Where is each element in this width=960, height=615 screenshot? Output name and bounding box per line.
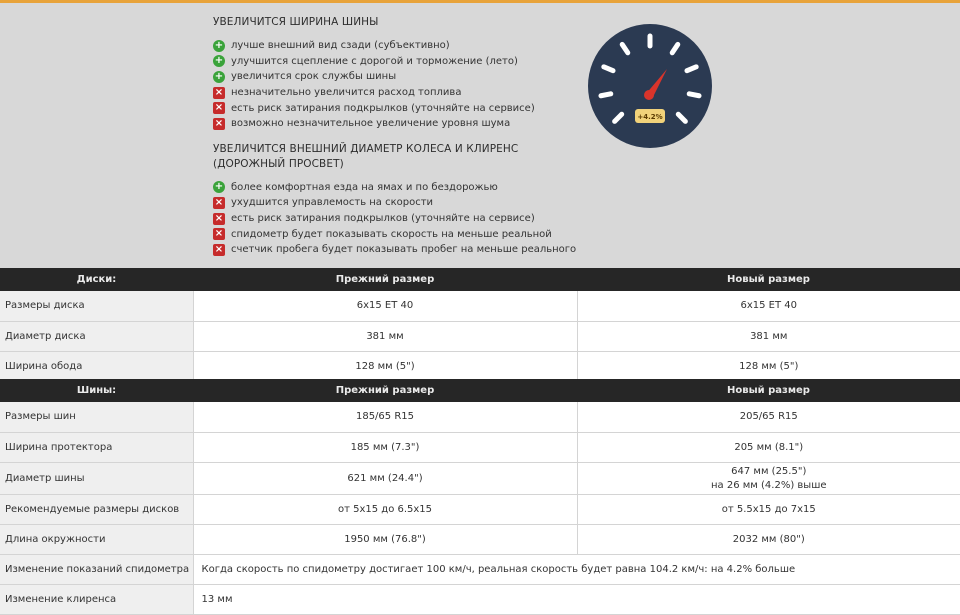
effect-text: более комфортная езда на ямах и по бездорожью (231, 181, 498, 193)
new-value: 2032 мм (80") (577, 524, 960, 554)
plus-icon: + (214, 70, 224, 82)
rims-header-row (0, 268, 960, 291)
tires-table (0, 379, 960, 615)
cross-icon: × (214, 212, 224, 224)
speedometer-gauge-icon (587, 23, 713, 149)
effect-item (213, 69, 593, 85)
row-label: Размеры шин (0, 402, 193, 432)
new-value: от 5.5x15 до 7x15 (577, 494, 960, 524)
effect-item (213, 195, 593, 211)
gauge-tick (601, 94, 611, 96)
tire-effects-panel (0, 0, 960, 268)
effect-text: есть риск затирания подкрылков (уточняйте на сервисе) (231, 102, 535, 114)
cross-icon: × (214, 196, 224, 208)
old-value: 621 мм (24.4") (193, 462, 577, 494)
cross-icon: × (214, 243, 224, 255)
new-value-line1: 647 мм (25.5") (731, 465, 807, 477)
effect-item (213, 242, 593, 258)
new-value: 205 мм (8.1") (577, 432, 960, 462)
new-value: 6x15 ET 40 (577, 291, 960, 321)
speedometer-text: Когда скорость по спидометру достигает 100 км/ч, реальная скорость будет равна 104.2 км/ч: на 4.2% больше (193, 554, 960, 584)
effect-text: спидометр будет показывать скорость на меньше реальной (231, 228, 552, 240)
tires-header-row (0, 379, 960, 402)
table-row (0, 494, 960, 524)
diameter-title-line1: УВЕЛИЧИТСЯ ВНЕШНИЙ ДИАМЕТР КОЛЕСА И КЛИРЕНС (213, 142, 519, 155)
effect-text: ухудшится управлемость на скорости (231, 197, 434, 209)
new-value: 128 мм (5") (577, 351, 960, 381)
table-row (0, 462, 960, 494)
plus-icon: + (214, 55, 224, 67)
table-row (0, 321, 960, 351)
gauge-tick (689, 94, 699, 96)
effect-item (213, 180, 593, 196)
gauge-tick (687, 67, 696, 71)
effects-column (213, 15, 593, 258)
old-value: 381 мм (193, 321, 577, 351)
clearance-text: 13 мм (193, 584, 960, 614)
row-label: Диаметр диска (0, 321, 193, 351)
rims-header-old: Прежний размер (193, 268, 577, 291)
new-value: 205/65 R15 (577, 402, 960, 432)
rims-header-label: Диски: (0, 268, 193, 291)
new-value-line2: на 26 мм (4.2%) выше (711, 479, 827, 491)
effect-item (213, 226, 593, 242)
table-row (0, 554, 960, 584)
old-value: 128 мм (5") (193, 351, 577, 381)
diameter-title-line2: (ДОРОЖНЫЙ ПРОСВЕТ) (213, 157, 344, 170)
effect-item (213, 100, 593, 116)
old-value: 1950 мм (76.8") (193, 524, 577, 554)
diameter-effects-title (213, 142, 593, 172)
effect-text: увеличится срок службы шины (231, 71, 397, 83)
row-label: Ширина обода (0, 351, 193, 381)
cross-icon: × (214, 102, 224, 114)
gauge-badge-text: +4.2% (637, 113, 663, 121)
tires-header-label: Шины: (0, 379, 193, 402)
cross-icon: × (214, 228, 224, 240)
effect-text: незначительно увеличится расход топлива (231, 87, 462, 99)
effect-text: улучшится сцепление с дорогой и торможение (лето) (231, 55, 518, 67)
clearance-label: Изменение клиренса (0, 584, 193, 614)
table-row (0, 291, 960, 321)
effect-text: есть риск затирания подкрылков (уточняйте на сервисе) (231, 213, 535, 225)
width-effects-title: УВЕЛИЧИТСЯ ШИРИНА ШИНЫ (213, 16, 379, 28)
speedometer-label: Изменение показаний спидометра (0, 554, 193, 584)
old-value: 6x15 ET 40 (193, 291, 577, 321)
effect-text: счетчик пробега будет показывать пробег на меньше реального (231, 244, 577, 256)
tires-header-new: Новый размер (577, 379, 960, 402)
cross-icon: × (214, 117, 224, 129)
old-value: 185 мм (7.3") (193, 432, 577, 462)
row-label: Ширина протектора (0, 432, 193, 462)
table-row (0, 584, 960, 614)
row-label: Диаметр шины (0, 462, 193, 494)
effect-text: возможно незначительное увеличение уровня шума (231, 118, 511, 130)
old-value: 185/65 R15 (193, 402, 577, 432)
cross-icon: × (214, 86, 224, 98)
table-row (0, 351, 960, 381)
rims-table (0, 268, 960, 382)
effect-item (213, 211, 593, 227)
effect-text: лучше внешний вид сзади (субъективно) (231, 40, 450, 52)
table-row (0, 432, 960, 462)
effect-item (213, 38, 593, 54)
table-row (0, 402, 960, 432)
tires-header-old: Прежний размер (193, 379, 577, 402)
effect-item (213, 85, 593, 101)
plus-icon: + (214, 181, 224, 193)
effect-item (213, 54, 593, 70)
diameter-effects-list (213, 180, 593, 258)
row-label: Рекомендуемые размеры дисков (0, 494, 193, 524)
rims-header-new: Новый размер (577, 268, 960, 291)
row-label: Длина окружности (0, 524, 193, 554)
gauge-hub (644, 90, 654, 100)
effect-item (213, 116, 593, 132)
new-value (577, 462, 960, 494)
width-effects-list (213, 38, 593, 132)
row-label: Размеры диска (0, 291, 193, 321)
gauge-tick (604, 67, 613, 71)
plus-icon: + (214, 39, 224, 51)
old-value: от 5x15 до 6.5x15 (193, 494, 577, 524)
new-value: 381 мм (577, 321, 960, 351)
table-row (0, 524, 960, 554)
